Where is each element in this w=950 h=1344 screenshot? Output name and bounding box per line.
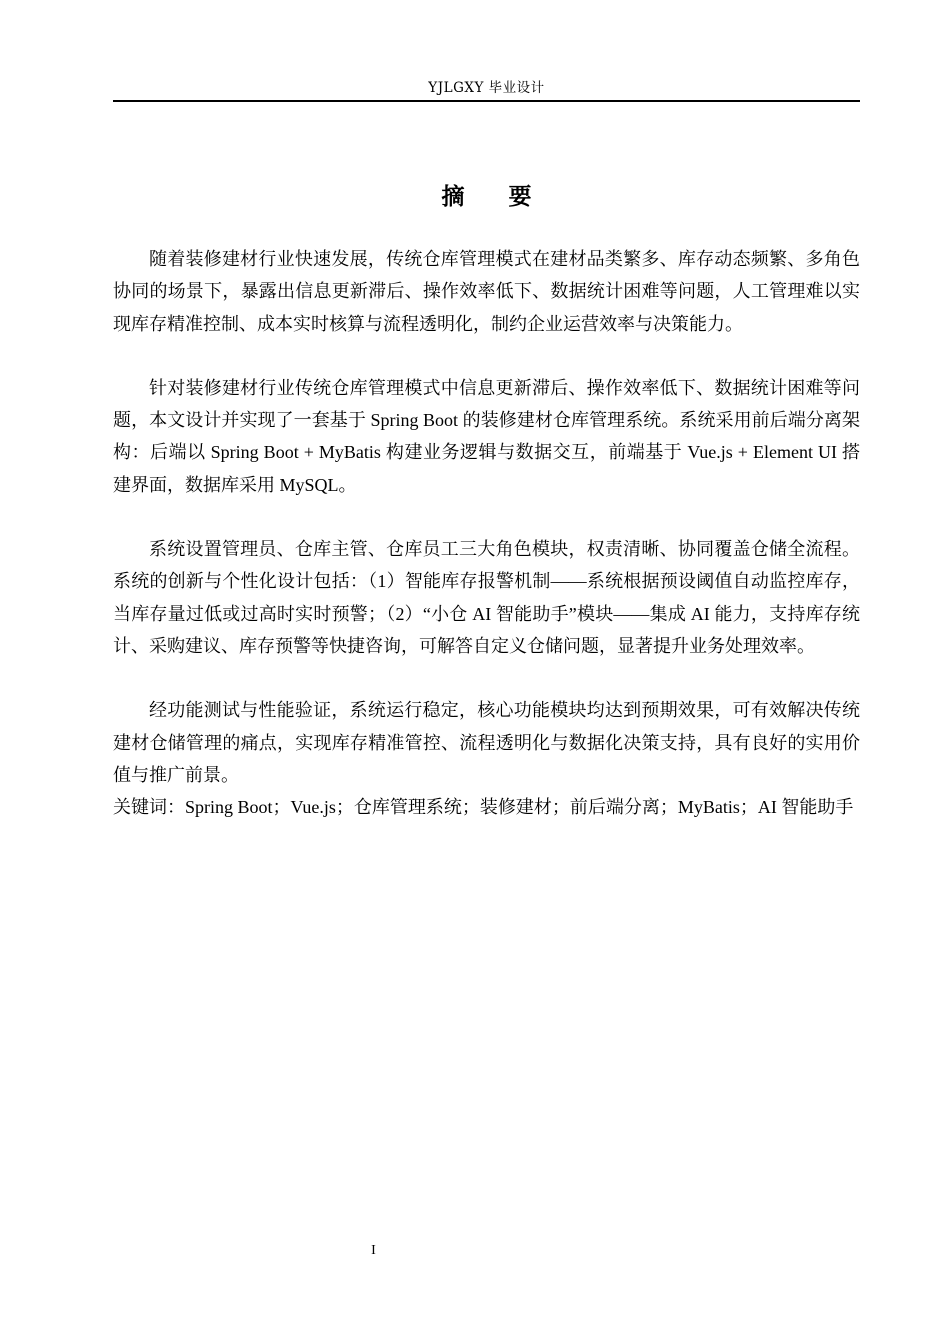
abstract-title [113,178,860,211]
abstract-paragraph-1: 随着装修建材行业快速发展，传统仓库管理模式在建材品类繁多、库存动态频繁、多角色协同的场景下，暴露出信息更新滞后、操作效率低下、数据统计困难等问题，人工管理难以实现库存精准控制、成本实时核算与流程透明化，制约企业运营效率与决策能力。 [113,249,860,334]
abstract-paragraph-3: 系统设置管理员、仓库主管、仓库员工三大角色模块，权责清晰、协同覆盖仓储全流程。系统的创新与个性化设计包括：（1）智能库存报警机制——系统根据预设阈值自动监控库存，当库存量过低或过高时实时预警；（2）“小仓 AI 智能助手”模块——集成 AI 能力，支持库存统计、采购建议、库存预警等快捷咨询，可解答自定义仓储问题，显著提升业务处理效率。 [113,539,860,656]
abstract-title-char-1: 摘 [441,184,465,210]
keywords-list: Spring Boot；Vue.js；仓库管理系统；装修建材；前后端分离；MyBatis；AI 智能助手 [185,797,854,818]
page-number: I [371,1243,376,1258]
abstract-paragraph-2: 针对装修建材行业传统仓库管理模式中信息更新滞后、操作效率低下、数据统计困难等问题，本文设计并实现了一套基于 Spring Boot 的装修建材仓库管理系统。系统采用前后端分离架构：后端以 Spring Boot + MyBatis 构建业务逻辑与数据交互，前端基于 Vue.js + Element UI 搭建界面，数据库采用 MySQL。 [113,377,860,495]
keywords-line [113,791,860,824]
abstract-paragraph-4: 经功能测试与性能验证，系统运行稳定，核心功能模块均达到预期效果，可有效解决传统建材仓储管理的痛点，实现库存精准管控、流程透明化与数据化决策支持，具有良好的实用价值与推广前景。 [113,700,860,785]
keywords-label: 关键词： [113,797,185,819]
header-rule [113,100,860,102]
abstract-title-char-2: 要 [508,184,532,210]
running-header: YJLGXY 毕业设计 [428,80,545,96]
abstract-body [113,243,860,824]
